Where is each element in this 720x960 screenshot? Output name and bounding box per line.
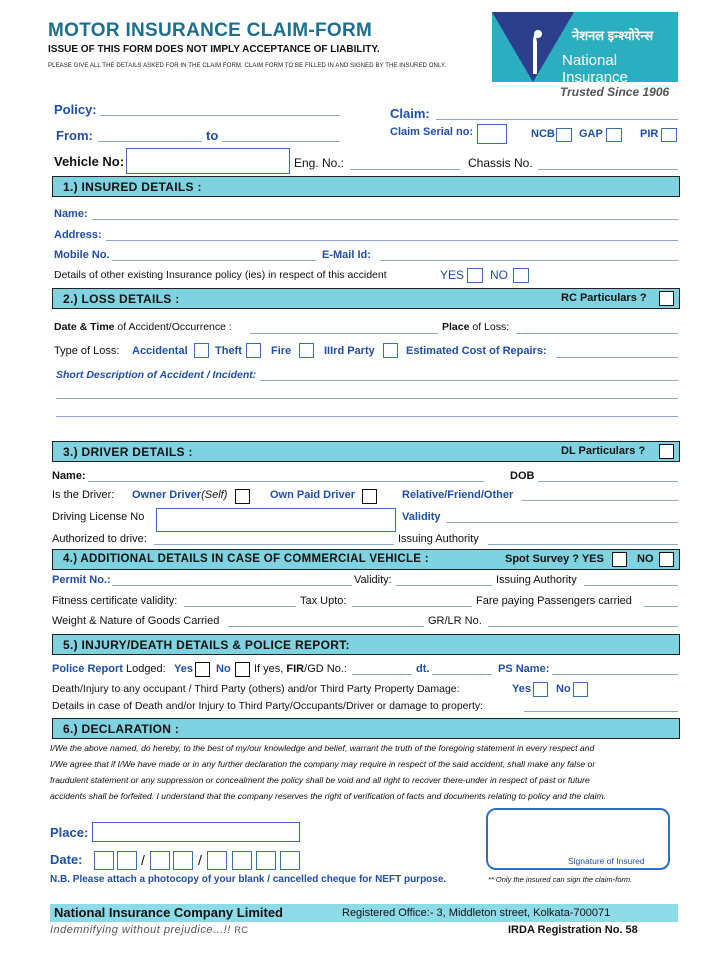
section-driver-details: [52, 441, 680, 462]
trusted-since: Trusted Since 1906: [560, 85, 670, 99]
logo-english-text: National Insurance: [562, 52, 628, 82]
rc-particulars-label: RC Particulars ?: [561, 292, 647, 304]
place-bold: Place: [442, 321, 470, 333]
weight-goods-label: Weight & Nature of Goods Carried: [52, 615, 220, 627]
fir-bold: FIR: [286, 663, 305, 675]
dl-no-box[interactable]: [156, 508, 396, 532]
theft-label: Theft: [215, 345, 242, 357]
fir-label: [254, 663, 347, 675]
only-insured-note: ** Only the insured can sign the claim-form.: [488, 875, 633, 884]
date-time-label: [54, 321, 232, 333]
dl-issuing-label: Issuing Authority: [398, 533, 479, 545]
permit-validity-label: Validity:: [354, 574, 392, 586]
death-details-label: Details in case of Death and/or Injury to Third Party/Occupants/Driver or damage to property:: [52, 700, 484, 712]
section-insured-details: [52, 176, 680, 197]
driver-name-field[interactable]: [88, 481, 484, 482]
dob-label: DOB: [510, 470, 535, 482]
email-label: E-Mail Id:: [322, 249, 371, 261]
spot-survey-no-label: NO: [637, 553, 654, 565]
date-year-1[interactable]: [207, 851, 227, 870]
form-title: MOTOR INSURANCE CLAIM-FORM: [48, 20, 373, 41]
section-3-title: 3.) DRIVER DETAILS :: [63, 445, 193, 459]
date-time-field[interactable]: [250, 333, 438, 334]
date-slash-1: /: [141, 852, 145, 868]
other-policy-yes-checkbox[interactable]: [467, 268, 483, 283]
date-month-2[interactable]: [173, 851, 193, 870]
eng-no-label: Eng. No.:: [294, 156, 345, 170]
date-day-1[interactable]: [94, 851, 114, 870]
if-yes-text: If yes,: [254, 663, 287, 675]
other-policy-no-checkbox[interactable]: [513, 268, 529, 283]
date-year-3[interactable]: [256, 851, 276, 870]
place-of-loss-field[interactable]: [516, 333, 678, 334]
signature-label: Signature of Insured: [568, 856, 645, 866]
logo-hindi-text: नेशनल इन्श्योरेन्स: [572, 28, 654, 43]
death-yes-label: Yes: [512, 683, 531, 695]
gap-label: GAP: [579, 128, 603, 140]
dl-particulars-label: DL Particulars ?: [561, 445, 646, 457]
dob-field[interactable]: [538, 481, 678, 482]
driver-name-label: Name:: [52, 470, 86, 482]
permit-field[interactable]: [112, 585, 352, 586]
gr-lr-field[interactable]: [488, 626, 678, 627]
police-lodged-text: Lodged:: [122, 663, 166, 675]
section-loss-details: [52, 288, 680, 309]
place-label: Place:: [50, 825, 89, 840]
other-policy-yes-label: YES: [440, 268, 465, 282]
permit-label: Permit No.:: [52, 574, 111, 586]
relative-field[interactable]: [522, 500, 678, 501]
declaration-line-3: fraudulent statement or any suppression or concealment the policy shall be void and all right to recover there-under in respect of past or future: [50, 775, 590, 785]
address-field[interactable]: [106, 240, 678, 241]
accidental-checkbox[interactable]: [194, 343, 209, 358]
own-paid-driver-checkbox[interactable]: [362, 489, 377, 504]
fire-label: Fire: [271, 345, 292, 357]
neft-note: N.B. Please attach a photocopy of your blank / cancelled cheque for NEFT purpose.: [50, 874, 447, 885]
death-injury-question: Death/Injury to any occupant / Third Party (others) and/or Third Party Property Damage:: [52, 683, 460, 695]
spot-survey-yes-checkbox[interactable]: [612, 552, 627, 567]
eng-no-field[interactable]: [350, 169, 460, 170]
dl-particulars-checkbox[interactable]: [659, 444, 674, 459]
date-time-rest: of Accident/Occurrence :: [114, 321, 232, 333]
section-2-title: 2.) LOSS DETAILS :: [63, 292, 180, 306]
to-label: to: [206, 128, 219, 143]
fir-date-label: dt.: [416, 663, 430, 675]
fir-no-field[interactable]: [352, 674, 412, 675]
footer-tagline: [50, 924, 248, 936]
insured-name-label: Name:: [54, 208, 88, 220]
short-description-line-1[interactable]: [260, 380, 678, 381]
tagline-text: Indemnifying without prejudice...!!: [50, 924, 231, 936]
tax-upto-label: Tax Upto:: [300, 595, 347, 607]
date-time-bold: Date & Time: [54, 321, 115, 333]
date-day-2[interactable]: [117, 851, 137, 870]
spot-survey-no-checkbox[interactable]: [659, 552, 674, 567]
relative-label: Relative/Friend/Other: [402, 489, 514, 501]
claim-serial-label: Claim Serial no:: [390, 126, 474, 138]
ps-name-label: PS Name:: [498, 663, 550, 675]
estimated-cost-field[interactable]: [556, 357, 678, 358]
date-slash-2: /: [198, 852, 202, 868]
fir-date-field[interactable]: [432, 674, 492, 675]
registered-office: Registered Office:- 3, Middleton street, Kolkata-700071: [342, 907, 611, 919]
date-label: Date:: [50, 852, 83, 867]
permit-validity-field[interactable]: [396, 585, 492, 586]
declaration-text: [50, 740, 680, 804]
rc-particulars-checkbox[interactable]: [659, 291, 674, 306]
mobile-label: Mobile No.: [54, 249, 110, 261]
pir-checkbox[interactable]: [661, 128, 677, 142]
chassis-no-field[interactable]: [538, 169, 678, 170]
death-no-label: No: [556, 683, 571, 695]
national-insurance-logo: [492, 12, 678, 82]
date-year-2[interactable]: [232, 851, 252, 870]
estimated-cost-label: Estimated Cost of Repairs:: [406, 345, 547, 357]
liability-notice: ISSUE OF THIS FORM DOES NOT IMPLY ACCEPTANCE OF LIABILITY.: [48, 44, 380, 55]
police-yes-label: Yes: [174, 663, 193, 675]
dl-no-label: Driving License No: [52, 511, 145, 523]
ps-name-field[interactable]: [552, 674, 678, 675]
fitness-field[interactable]: [184, 606, 296, 607]
gr-lr-label: GR/LR No.: [428, 615, 482, 627]
mobile-field[interactable]: [112, 260, 316, 261]
section-1-title: 1.) INSURED DETAILS :: [63, 180, 202, 194]
dl-issuing-field[interactable]: [488, 544, 678, 545]
declaration-line-2: I/We agree that if I/We have made or in any further declaration the company may require in respect of the said accident, shall make any false or: [50, 759, 596, 769]
email-field[interactable]: [380, 260, 678, 261]
declaration-line-4: accidents shall be forfeited. I understand that the company reserves the right of verification of facts and documents relating to policy and the claim.: [50, 791, 607, 801]
accidental-label: Accidental: [132, 345, 188, 357]
fare-passengers-label: Fare paying Passengers carried: [476, 595, 632, 607]
is-driver-label: Is the Driver:: [52, 489, 115, 501]
spot-survey-label: Spot Survey ? YES: [505, 553, 604, 565]
pir-label: PIR: [640, 128, 659, 140]
place-of-loss-label: [442, 321, 509, 333]
vehicle-no-box[interactable]: [126, 148, 290, 174]
other-policy-question: Details of other existing Insurance policy (ies) in respect of this accident: [54, 269, 387, 281]
section-4-title: 4.) ADDITIONAL DETAILS IN CASE OF COMMERCIAL VEHICLE :: [63, 553, 429, 565]
self-text: (Self): [201, 489, 228, 501]
permit-issuing-field[interactable]: [584, 585, 678, 586]
section-6-title: 6.) DECLARATION :: [63, 722, 180, 736]
dl-validity-label: Validity: [402, 511, 441, 523]
fire-checkbox[interactable]: [299, 343, 314, 358]
vehicle-no-label: Vehicle No:: [54, 154, 125, 169]
short-description-label: Short Description of Accident / Incident:: [56, 369, 257, 381]
death-yes-checkbox[interactable]: [533, 682, 548, 697]
from-label: From:: [56, 128, 93, 143]
section-commercial-vehicle: [52, 549, 680, 570]
type-of-loss-label: Type of Loss:: [54, 345, 120, 357]
owner-driver-label: [132, 489, 227, 501]
address-label: Address:: [54, 229, 102, 241]
police-report-label: [52, 663, 166, 675]
place-rest: of Loss:: [469, 321, 510, 333]
owner-driver-checkbox[interactable]: [235, 489, 250, 504]
policy-label: Policy:: [54, 102, 97, 117]
declaration-line-1: I/We the above named, do hereby, to the best of my/our knowledge and belief, warrant the truth of the foregoing statement in every respect and: [50, 743, 595, 753]
fare-passengers-field[interactable]: [644, 606, 678, 607]
irda-registration: IRDA Registration No. 58: [508, 924, 638, 936]
claim-serial-box[interactable]: [477, 124, 507, 144]
from-field[interactable]: [98, 141, 202, 142]
ncb-checkbox[interactable]: [556, 128, 572, 142]
gap-checkbox[interactable]: [606, 128, 622, 142]
to-field[interactable]: [222, 141, 340, 142]
section-declaration: [52, 718, 680, 739]
death-details-field[interactable]: [524, 711, 678, 712]
gd-no-text: /GD No.:: [304, 663, 347, 675]
theft-checkbox[interactable]: [246, 343, 261, 358]
date-year-4[interactable]: [280, 851, 300, 870]
third-party-label: IIIrd Party: [324, 345, 375, 357]
signature-box[interactable]: [486, 808, 670, 870]
claim-label: Claim:: [390, 106, 430, 121]
own-paid-driver-label: Own Paid Driver: [270, 489, 355, 501]
short-description-line-3[interactable]: [56, 416, 678, 417]
weight-goods-field[interactable]: [228, 626, 424, 627]
short-description-line-2[interactable]: [56, 398, 678, 399]
third-party-checkbox[interactable]: [383, 343, 398, 358]
chassis-no-label: Chassis No.: [468, 156, 533, 170]
section-5-title: 5.) INJURY/DEATH DETAILS & POLICE REPORT:: [63, 638, 350, 652]
ncb-label: NCB: [531, 128, 555, 140]
tax-upto-field[interactable]: [352, 606, 472, 607]
claim-field[interactable]: [436, 119, 678, 120]
permit-issuing-label: Issuing Authority: [496, 574, 577, 586]
place-box[interactable]: [92, 822, 300, 842]
authorized-field[interactable]: [154, 544, 394, 545]
other-policy-no-label: NO: [490, 268, 508, 282]
dl-validity-field[interactable]: [446, 522, 678, 523]
police-no-checkbox[interactable]: [235, 662, 250, 677]
death-no-checkbox[interactable]: [573, 682, 588, 697]
date-month-1[interactable]: [150, 851, 170, 870]
police-yes-checkbox[interactable]: [195, 662, 210, 677]
insured-name-field[interactable]: [92, 219, 678, 220]
section-injury-police: [52, 634, 680, 655]
police-no-label: No: [216, 663, 231, 675]
police-report-bold: Police Report: [52, 663, 123, 675]
policy-field[interactable]: [100, 115, 340, 116]
owner-driver-text: Owner Driver: [132, 489, 202, 501]
rc-mark: RC: [234, 925, 249, 935]
fitness-label: Fitness certificate validity:: [52, 595, 178, 607]
authorized-label: Authorized to drive:: [52, 533, 147, 545]
instruction-text: PLEASE GIVE ALL THE DETAILS ASKED FOR IN THE CLAIM FORM. CLAIM FORM TO BE FILLED IN AND SIGNED BY THE INSURED ONLY.: [48, 63, 447, 69]
company-name: National Insurance Company Limited: [54, 905, 283, 920]
